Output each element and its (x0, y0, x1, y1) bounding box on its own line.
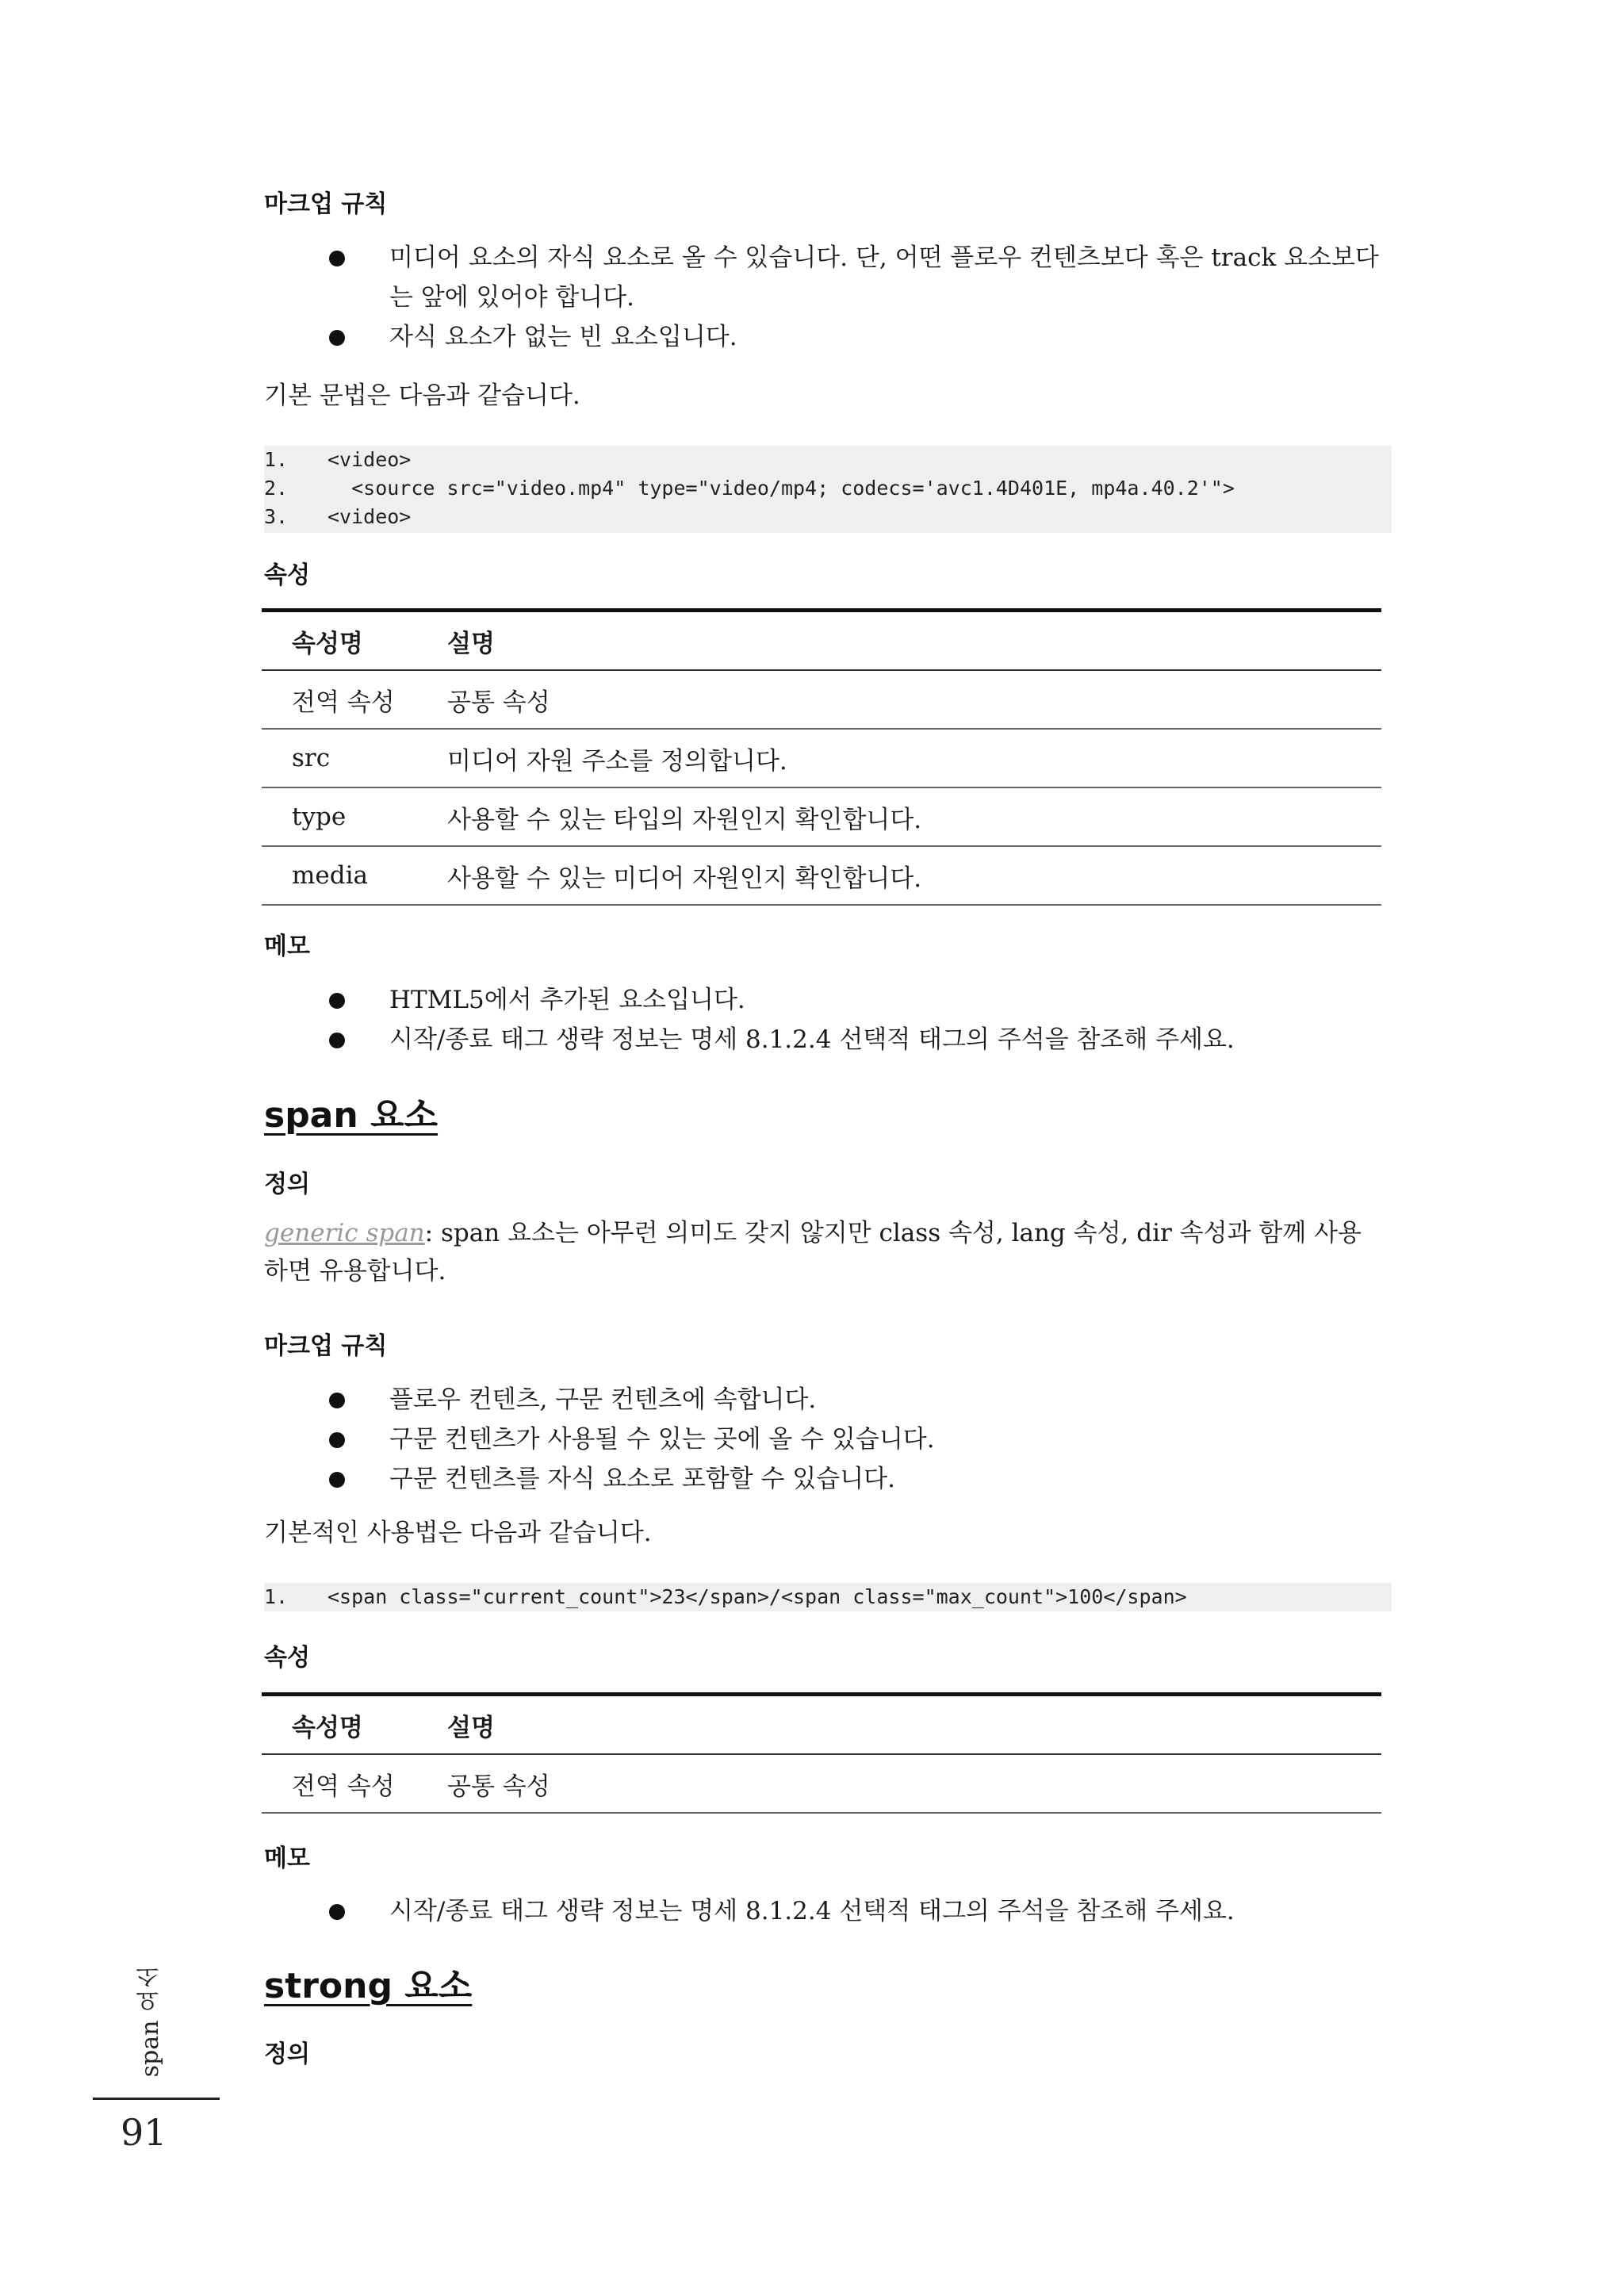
code-line (264, 503, 1392, 531)
list-item: 플로우 컨텐츠, 구문 컨텐츠에 속합니다. (329, 1380, 1392, 1420)
footer-divider (93, 2098, 220, 2100)
attr-desc: 사용할 수 있는 타입의 자원인지 확인합니다. (447, 805, 922, 834)
attr-desc: 공통 속성 (447, 1772, 550, 1801)
markup-rules-heading: 마크업 규칙 (264, 190, 388, 218)
list-item: 구문 컨텐츠가 사용될 수 있는 곳에 올 수 있습니다. (329, 1420, 1392, 1459)
table-row (262, 787, 1381, 846)
memo-heading: 메모 (264, 933, 310, 960)
definition-text: span 요소는 아무런 의미도 갖지 않지만 class 속성, lang 속성, dir 속성과 함께 사용하면 유용합니다. (264, 1219, 1362, 1285)
attr-name: src (292, 744, 331, 772)
attr-name: 전역 속성 (292, 688, 395, 717)
list-item: 시작/종료 태그 생략 정보는 명세 8.1.2.4 선택적 태그의 주석을 참조해 주세요. (329, 1891, 1392, 1931)
code-line (264, 1583, 1392, 1611)
code-line (264, 474, 1392, 503)
line-number: 2. (264, 477, 289, 500)
code-text: <video> (327, 448, 412, 471)
span-definition (264, 1214, 1374, 1290)
list-item: 자식 요소가 없는 빈 요소입니다. (329, 317, 1392, 357)
markup-rules-list (329, 238, 1392, 357)
column-header-name: 속성명 (292, 629, 363, 658)
list-item: 미디어 요소의 자식 요소로 올 수 있습니다. 단, 어떤 플로우 컨텐츠보다 혹은 track 요소보다는 앞에 있어야 합니다. (329, 238, 1392, 317)
column-header-desc: 설명 (447, 629, 495, 658)
attr-desc: 사용할 수 있는 미디어 자원인지 확인합니다. (447, 864, 922, 893)
line-number: 1. (264, 448, 289, 471)
table-row (262, 729, 1381, 787)
code-text: <span class="current_count">23</span>/<span class="max_count">100</span> (327, 1585, 1187, 1608)
list-item: 구문 컨텐츠를 자식 요소로 포함할 수 있습니다. (329, 1459, 1392, 1499)
list-item: HTML5에서 추가된 요소입니다. (329, 980, 1392, 1020)
strong-section-title: strong 요소 (264, 1966, 473, 2006)
attributes-heading: 속성 (264, 1644, 310, 1672)
attr-desc: 미디어 자원 주소를 정의합니다. (447, 746, 787, 776)
column-header-desc: 설명 (447, 1713, 495, 1742)
definition-separator: : (424, 1219, 441, 1247)
side-section-label: span 요소 (136, 1965, 164, 2078)
line-number: 3. (264, 505, 289, 528)
definition-heading: 정의 (264, 1170, 310, 1198)
line-number: 1. (264, 1585, 289, 1608)
attributes-table (262, 1692, 1381, 1814)
definition-heading: 정의 (264, 2040, 310, 2068)
code-block (264, 446, 1392, 533)
table-row (262, 670, 1381, 729)
page-number: 91 (121, 2111, 167, 2154)
attr-desc: 공통 속성 (447, 688, 550, 717)
table-header-row (262, 1695, 1381, 1755)
markup-rules-heading: 마크업 규칙 (264, 1332, 388, 1360)
list-item: 시작/종료 태그 생략 정보는 명세 8.1.2.4 선택적 태그의 주석을 참조해 주세요. (329, 1020, 1392, 1059)
table-row (262, 1754, 1381, 1813)
attr-name: type (292, 803, 347, 831)
attr-name: 전역 속성 (292, 1772, 395, 1801)
code-text: <video> (327, 505, 412, 528)
markup-rules-list (329, 1380, 1392, 1499)
column-header-name: 속성명 (292, 1713, 363, 1742)
code-line (264, 446, 1392, 474)
attributes-table (262, 608, 1381, 906)
code-block (264, 1583, 1392, 1611)
attr-name: media (292, 861, 368, 890)
table-header-row (262, 611, 1381, 671)
memo-heading: 메모 (264, 1845, 310, 1872)
usage-intro: 기본적인 사용법은 다음과 같습니다. (264, 1519, 652, 1547)
memo-list (329, 980, 1392, 1059)
code-text: <source src="video.mp4" type="video/mp4; codecs='avc1.4D401E, mp4a.40.2'"> (327, 477, 1235, 500)
syntax-intro: 기본 문법은 다음과 같습니다. (264, 381, 580, 410)
table-row (262, 846, 1381, 905)
generic-span-link[interactable]: generic span (264, 1219, 425, 1247)
span-section-title: span 요소 (264, 1095, 439, 1136)
memo-list (329, 1891, 1392, 1931)
attributes-heading: 속성 (264, 561, 310, 589)
